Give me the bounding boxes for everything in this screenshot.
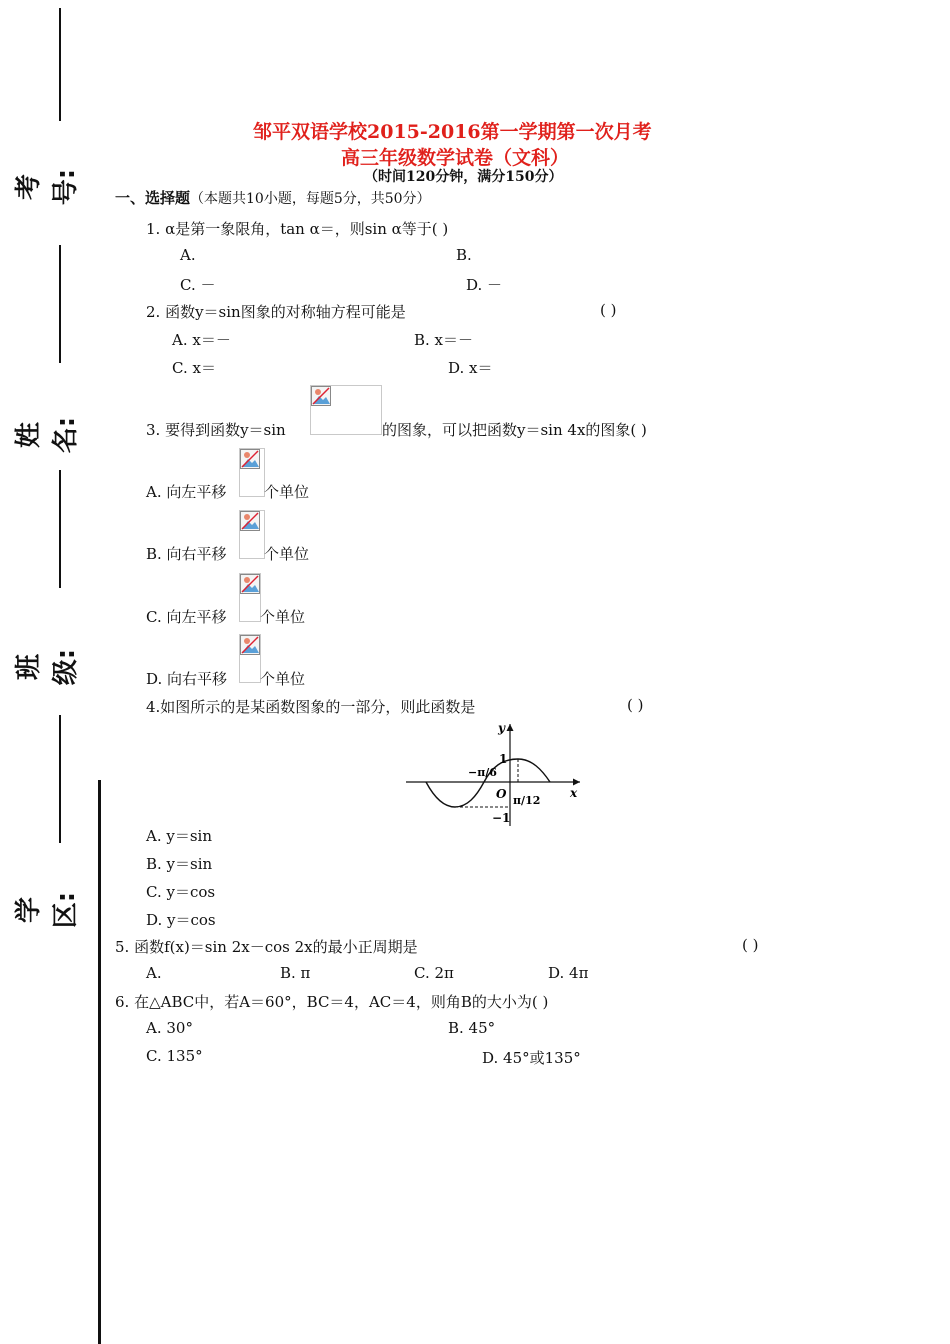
q5-stem: 5. 函数f(x)＝sin 2x－cos 2x的最小正周期是 bbox=[115, 938, 418, 956]
q4-function-graph bbox=[400, 718, 590, 830]
q4-option-b: B. y＝sin bbox=[146, 855, 213, 873]
broken-image-icon bbox=[240, 449, 260, 469]
q6-stem: 6. 在△ABC中，若A＝60°，BC＝4，AC＝4，则角B的大小为( ) bbox=[115, 993, 549, 1011]
margin-line-1 bbox=[59, 8, 61, 121]
q6-option-a: A. 30° bbox=[146, 1019, 193, 1037]
q3-option-d-pre: D. 向右平移 bbox=[146, 670, 228, 688]
q6-option-d: D. 45°或135° bbox=[482, 1049, 581, 1067]
q1-stem: 1. α是第一象限角，tan α＝，则sin α等于( ) bbox=[146, 220, 449, 238]
q3-option-d-image bbox=[239, 634, 261, 683]
broken-image-icon bbox=[240, 511, 260, 531]
q1-option-a: A. bbox=[180, 246, 196, 264]
q3-option-c-image bbox=[239, 573, 261, 622]
graph-origin-label: O bbox=[496, 787, 507, 801]
section-heading bbox=[115, 187, 431, 208]
district-label: 学区: bbox=[14, 891, 81, 929]
q6-option-b: B. 45° bbox=[448, 1019, 496, 1037]
q4-paren: ( ) bbox=[627, 696, 644, 714]
q3-option-d-post: 个单位 bbox=[260, 670, 306, 688]
q2-option-b: B. x＝－ bbox=[414, 331, 474, 349]
broken-image-icon bbox=[311, 386, 331, 406]
graph-right-tick-label: π/12 bbox=[513, 794, 541, 807]
q4-option-c: C. y＝cos bbox=[146, 883, 216, 901]
q4-option-d: D. y＝cos bbox=[146, 911, 216, 929]
q1-option-c: C. － bbox=[180, 276, 216, 294]
graph-x-label: x bbox=[570, 786, 578, 800]
q2-option-a: A. x＝－ bbox=[172, 331, 231, 349]
graph-y-label: y bbox=[498, 721, 505, 735]
q5-option-d: D. 4π bbox=[548, 964, 589, 982]
broken-image-icon bbox=[240, 635, 260, 655]
q3-option-a-post: 个单位 bbox=[264, 483, 310, 501]
q3-stem-start: 3. 要得到函数y＝sin bbox=[146, 421, 286, 439]
graph-left-tick-label: −π/6 bbox=[468, 766, 497, 779]
q6-option-c: C. 135° bbox=[146, 1047, 203, 1065]
exam-title: 邹平双语学校2015-2016第一学期第一次月考 bbox=[253, 121, 652, 143]
q3-option-a-pre: A. 向左平移 bbox=[146, 483, 227, 501]
q3-option-b-image bbox=[239, 510, 265, 559]
graph-neg-one-label: −1 bbox=[492, 811, 511, 825]
q1-option-b: B. bbox=[456, 246, 472, 264]
q2-stem: 2. 函数y＝sin图象的对称轴方程可能是 bbox=[146, 303, 406, 321]
q5-option-b: B. π bbox=[280, 964, 311, 982]
q3-option-c-post: 个单位 bbox=[260, 608, 306, 626]
margin-line-3 bbox=[59, 470, 61, 588]
broken-image-icon bbox=[240, 574, 260, 594]
q2-paren: ( ) bbox=[600, 301, 617, 319]
q3-stem-end: 的图象，可以把函数y＝sin 4x的图象( ) bbox=[382, 421, 647, 439]
q4-option-a: A. y＝sin bbox=[146, 827, 212, 845]
q3-option-a-image bbox=[239, 448, 265, 497]
q5-option-c: C. 2π bbox=[414, 964, 454, 982]
margin-line-2 bbox=[59, 245, 61, 363]
margin-line-bold bbox=[98, 780, 101, 1344]
margin-line-4 bbox=[59, 715, 61, 843]
graph-one-label: 1 bbox=[499, 752, 508, 766]
q3-option-b-post: 个单位 bbox=[264, 545, 310, 563]
name-label: 姓名: bbox=[14, 416, 81, 454]
exam-no-label: 考号: bbox=[14, 168, 81, 206]
section-title: 一、选择题 bbox=[115, 189, 191, 207]
q5-option-a: A. bbox=[146, 964, 162, 982]
q2-option-c: C. x＝ bbox=[172, 359, 216, 377]
q3-option-c-pre: C. 向左平移 bbox=[146, 608, 227, 626]
q1-option-d: D. － bbox=[466, 276, 503, 294]
exam-subtitle: 高三年级数学试卷（文科） bbox=[341, 147, 570, 169]
q5-paren: ( ) bbox=[742, 936, 759, 954]
q3-option-b-pre: B. 向右平移 bbox=[146, 545, 227, 563]
q4-stem: 4.如图所示的是某函数图象的一部分，则此函数是 bbox=[146, 698, 476, 716]
q2-option-d: D. x＝ bbox=[448, 359, 493, 377]
class-label: 班级: bbox=[14, 648, 81, 686]
time-note: （时间120分钟，满分150分） bbox=[364, 169, 563, 185]
q3-formula-image bbox=[310, 385, 382, 435]
section-note: （本题共10小题，每题5分，共50分） bbox=[190, 191, 431, 207]
